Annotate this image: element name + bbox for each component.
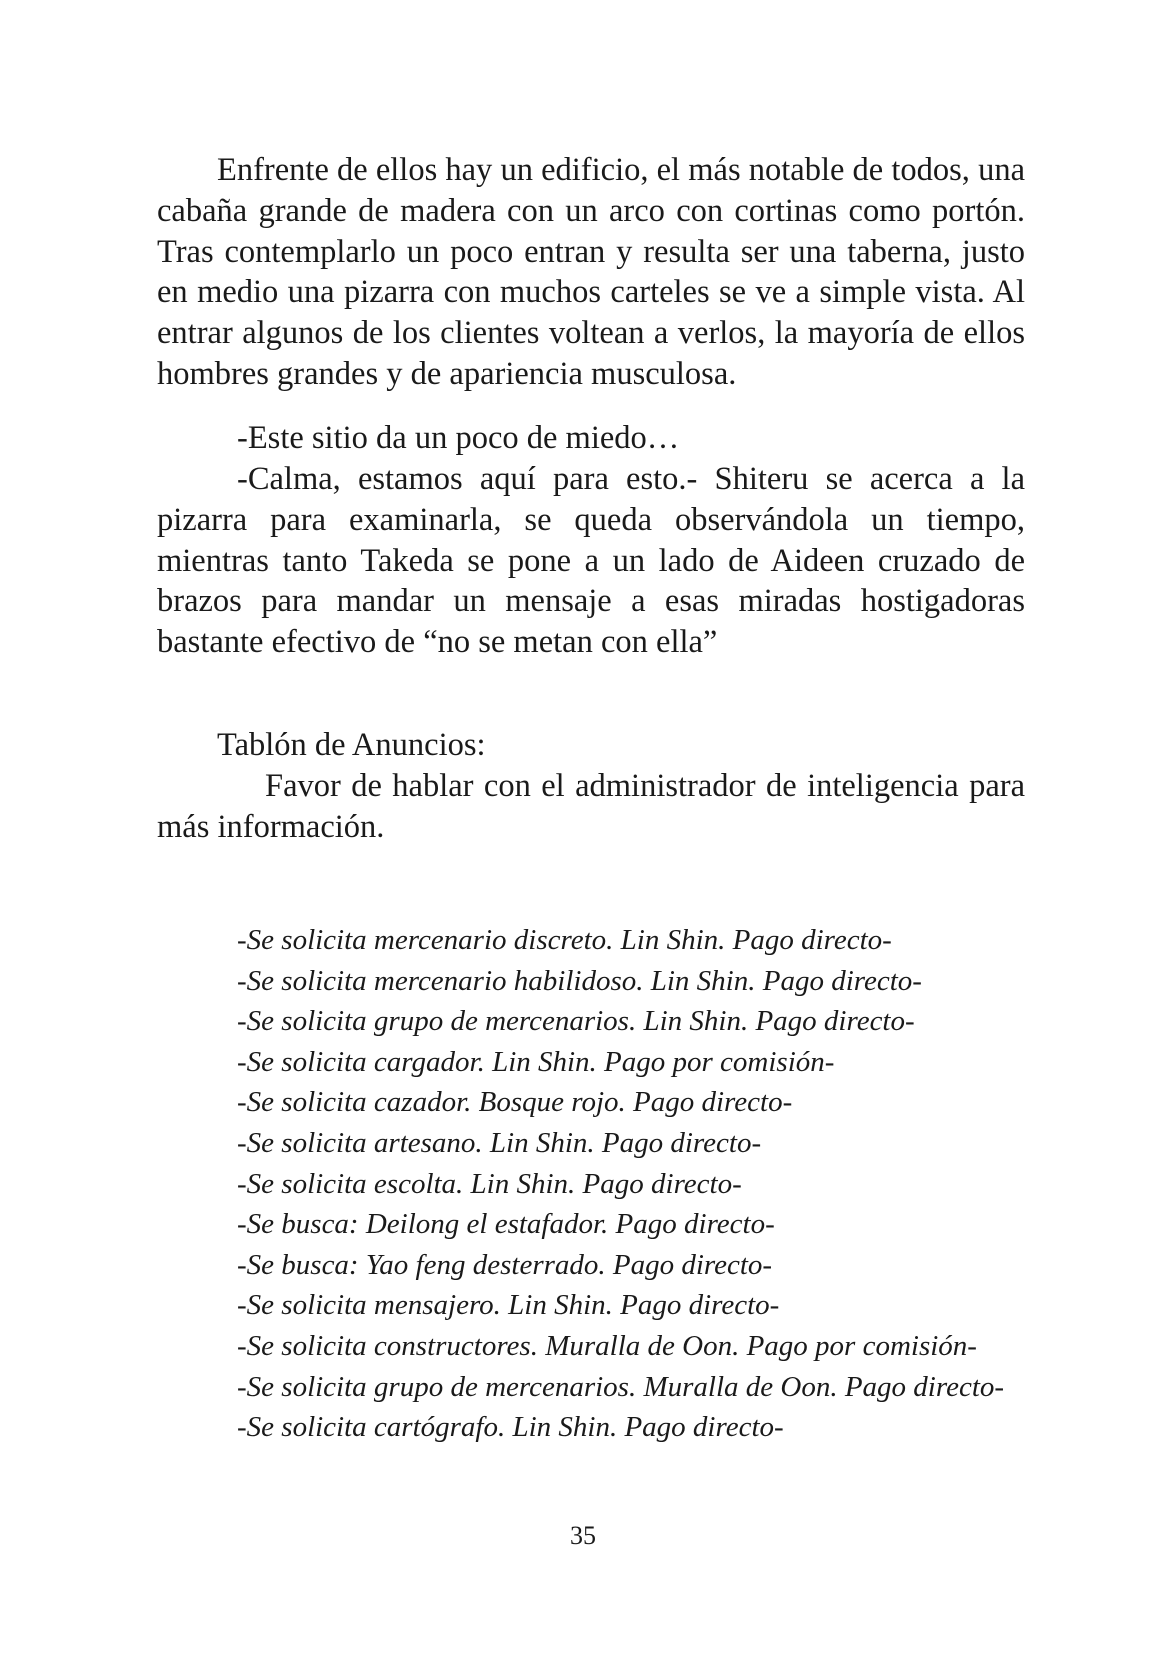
ad-item: -Se solicita cargador. Lin Shin. Pago por comisión- (237, 1045, 835, 1078)
page-number: 35 (570, 1521, 596, 1550)
ad-item: -Se solicita mercenario discreto. Lin Shin. Pago directo- (237, 924, 892, 956)
board-notice: Favor de hablar con el administrador de inteligencia para más información. (157, 768, 1025, 845)
ads-list (237, 920, 1004, 1448)
ad-item: -Se solicita artesano. Lin Shin. Pago directo- (237, 1126, 762, 1159)
ad-item: -Se solicita constructores. Muralla de Oon. Pago por comisión- (237, 1329, 977, 1362)
ad-item: -Se solicita cartógrafo. Lin Shin. Pago directo- (237, 1411, 784, 1444)
ad-item: -Se solicita mercenario habilidoso. Lin Shin. Pago directo- (237, 964, 922, 997)
ad-item: -Se busca: Yao feng desterrado. Pago directo- (237, 1248, 773, 1281)
dialogue-paragraph: -Calma, estamos aquí para esto.- Shiteru se acerca a la pizarra para examinarla, se queda observándola un tiempo, mientras tanto Takeda se pone a un lado de Aideen cruzado de brazos para mandar un mensaje a esas miradas hostigadoras bastante efectivo de “no se metan con ella” (157, 461, 1025, 661)
ad-item: -Se solicita grupo de mercenarios. Lin Shin. Pago directo- (237, 1005, 915, 1038)
dialogue-line: -Este sitio da un poco de miedo… (237, 420, 680, 456)
ad-item: -Se solicita grupo de mercenarios. Muralla de Oon. Pago directo- (237, 1370, 1005, 1403)
ad-item: -Se solicita mensajero. Lin Shin. Pago directo- (237, 1289, 780, 1322)
ad-item: -Se solicita cazador. Bosque rojo. Pago directo- (237, 1086, 793, 1119)
ad-item: -Se busca: Deilong el estafador. Pago directo- (237, 1208, 775, 1241)
board-title: Tablón de Anuncios: (217, 727, 486, 763)
ad-item: -Se solicita escolta. Lin Shin. Pago directo- (237, 1167, 742, 1200)
narrative-paragraph: Enfrente de ellos hay un edificio, el más notable de todos, una cabaña grande de madera con un arco con cortinas como portón. Tras contemplarlo un poco entran y resulta ser una taberna, justo en medio una pizarra con muchos carteles se ve a simple vista. Al entrar algunos de los clientes voltean a verlos, la mayoría de ellos hombres grandes y de apariencia musculosa. (157, 152, 1025, 392)
